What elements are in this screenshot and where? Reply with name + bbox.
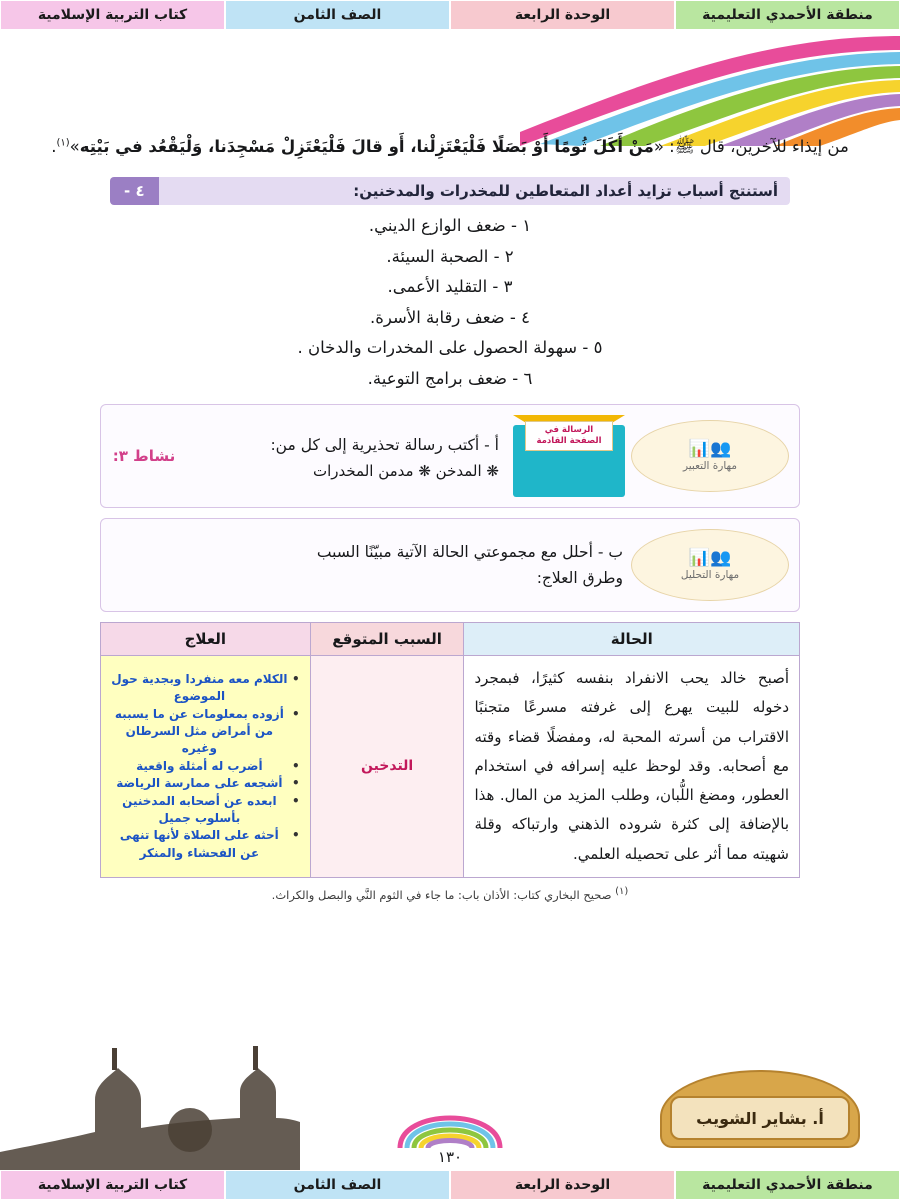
activity-b <box>100 518 800 612</box>
envelope-note-line2: الصفحة القادمة <box>536 436 602 447</box>
mosque-silhouette <box>0 1040 300 1170</box>
answers-list <box>100 211 800 394</box>
envelope-note-line1: الرسالة في <box>544 425 594 436</box>
activity-label: نشاط ٣: <box>112 447 176 466</box>
footnote <box>100 886 800 902</box>
envelope-note <box>525 421 613 451</box>
page-number: ١٣٠ <box>437 1148 463 1166</box>
list-item: • الكلام معه منفردا وبجدية حول الموضوع <box>111 671 300 706</box>
header-book: كتاب التربية الإسلامية <box>0 0 225 30</box>
list-item: ٢ - الصحبة السيئة. <box>386 246 514 266</box>
list-item: • أزوده بمعلومات عن ما يسببه من أمراض مثل السرطان وغيره <box>111 706 300 758</box>
footer-grade: الصف الثامن <box>225 1170 450 1200</box>
badge-inner <box>670 1096 850 1140</box>
col-header-case: الحالة <box>464 623 800 656</box>
case-table <box>100 622 800 878</box>
list-item: • أشجعه على ممارسة الرياضة <box>111 775 300 792</box>
teacher-name: أ. بشاير الشويب <box>696 1108 824 1128</box>
cell-treatment <box>101 656 311 878</box>
activity-b-line1: ب - أحلل مع مجموعتي الحالة الآتية مبيّنًا السبب <box>316 542 623 561</box>
activity-a-line1: أ - أكتب رسالة تحذيرية إلى كل من: <box>270 435 499 454</box>
hadith-block: من إيذاء للآخرين، قال ﷺ: «مَنْ أَكَلَ ثُومًا أَوْ بَصَلًا فَلْيَعْتَزِلْنا، أَو قالَ فَلْيَعْتَزِلْ مَسْجِدَنا، وَلْيَقْعُد في بَيْتِه»$^{(١)}$. <box>51 137 849 156</box>
question-number: ٤ - <box>110 177 159 205</box>
skill-badge-analysis <box>631 529 789 601</box>
activity-a-line2: ❋ المدخن ❋ مدمن المخدرات <box>312 462 499 481</box>
activity-b-line2: وطرق العلاج: <box>536 569 623 588</box>
treatment-list <box>111 671 300 862</box>
group-chart-icon: 👥📊 <box>688 547 732 568</box>
top-header-bar <box>0 0 900 30</box>
list-item: ٦ - ضعف برامج التوعية. <box>367 368 533 388</box>
skill-label: مهارة التحليل <box>680 568 740 581</box>
activity-a-body <box>177 432 507 480</box>
header-region: منطقة الأحمدي التعليمية <box>675 0 900 30</box>
list-item: • ابعده عن أصحابه المدخنين بأسلوب جميل <box>111 793 300 828</box>
footnote-marker: (١) <box>615 885 629 897</box>
question-heading <box>110 177 790 205</box>
hadith-footnote-ref: (١) <box>56 137 70 149</box>
header-grade: الصف الثامن <box>225 0 450 30</box>
skill-badge-expression <box>631 420 789 492</box>
list-item: ٤ - ضعف رقابة الأسرة. <box>370 307 530 327</box>
arch-decoration <box>390 1090 510 1150</box>
footnote-text: صحيح البخاري كتاب: الأذان باب: ما جاء في الثوم النَّي والبصل والكراث. <box>271 887 612 902</box>
page-number-ornament <box>390 1090 510 1166</box>
cell-reason: التدخين <box>310 656 464 878</box>
question-text: أستنتج أسباب تزايد أعداد المتعاطين للمخدرات والمدخنين: <box>159 177 790 205</box>
table-header-row <box>101 623 800 656</box>
activity-a <box>100 404 800 508</box>
header-unit: الوحدة الرابعة <box>450 0 675 30</box>
page-content <box>0 30 900 1170</box>
list-item: ١ - ضعف الوازع الديني. <box>368 216 532 235</box>
envelope-icon <box>513 415 625 497</box>
cell-case-text: أصبح خالد يحب الانفراد بنفسه كثيرًا، فبمجرد دخوله للبيت يهرع إلى غرفته مسرعًا متجنبًا الاقتراب من أسرته المحبة له، ومفضلًا قضاء وقته مع أصحابه. وقد لوحظ عليه إسرافه في استخدام العطور، ومضغ اللُّبان، وطلب المزيد من المال. هذا بالإضافة إلى كثرة شروده الذهني وارتباكه وقلة شهيته مما أثر على تحصيله العلمي. <box>464 656 800 878</box>
hadith-intro: من إيذاء للآخرين، قال ﷺ: « <box>653 137 849 156</box>
list-item: • أحثه على الصلاة لأنها تنهى عن الفحشاء والمنكر <box>111 827 300 862</box>
bottom-footer-bar <box>0 1170 900 1200</box>
col-header-treatment: العلاج <box>101 623 311 656</box>
hadith-close: » <box>69 137 80 156</box>
list-item: • أضرب له أمثلة واقعية <box>111 758 300 775</box>
list-item: ٥ - سهولة الحصول على المخدرات والدخان . <box>297 338 603 358</box>
footer-region: منطقة الأحمدي التعليمية <box>675 1170 900 1200</box>
table-row <box>101 656 800 878</box>
col-header-reason: السبب المتوقع <box>310 623 464 656</box>
footer-book: كتاب التربية الإسلامية <box>0 1170 225 1200</box>
skill-label: مهارة التعبير <box>682 459 738 472</box>
hadith-text: مَنْ أَكَلَ ثُومًا أَوْ بَصَلًا فَلْيَعْتَزِلْنا، أَو قالَ فَلْيَعْتَزِلْ مَسْجِدَنا، وَلْيَقْعُد في بَيْتِه <box>79 137 654 156</box>
activity-b-body <box>177 539 631 592</box>
list-item: ٣ - التقليد الأعمى. <box>387 277 513 297</box>
footer-unit: الوحدة الرابعة <box>450 1170 675 1200</box>
group-chart-icon: 👥📊 <box>688 438 732 459</box>
teacher-name-badge <box>660 1070 860 1148</box>
